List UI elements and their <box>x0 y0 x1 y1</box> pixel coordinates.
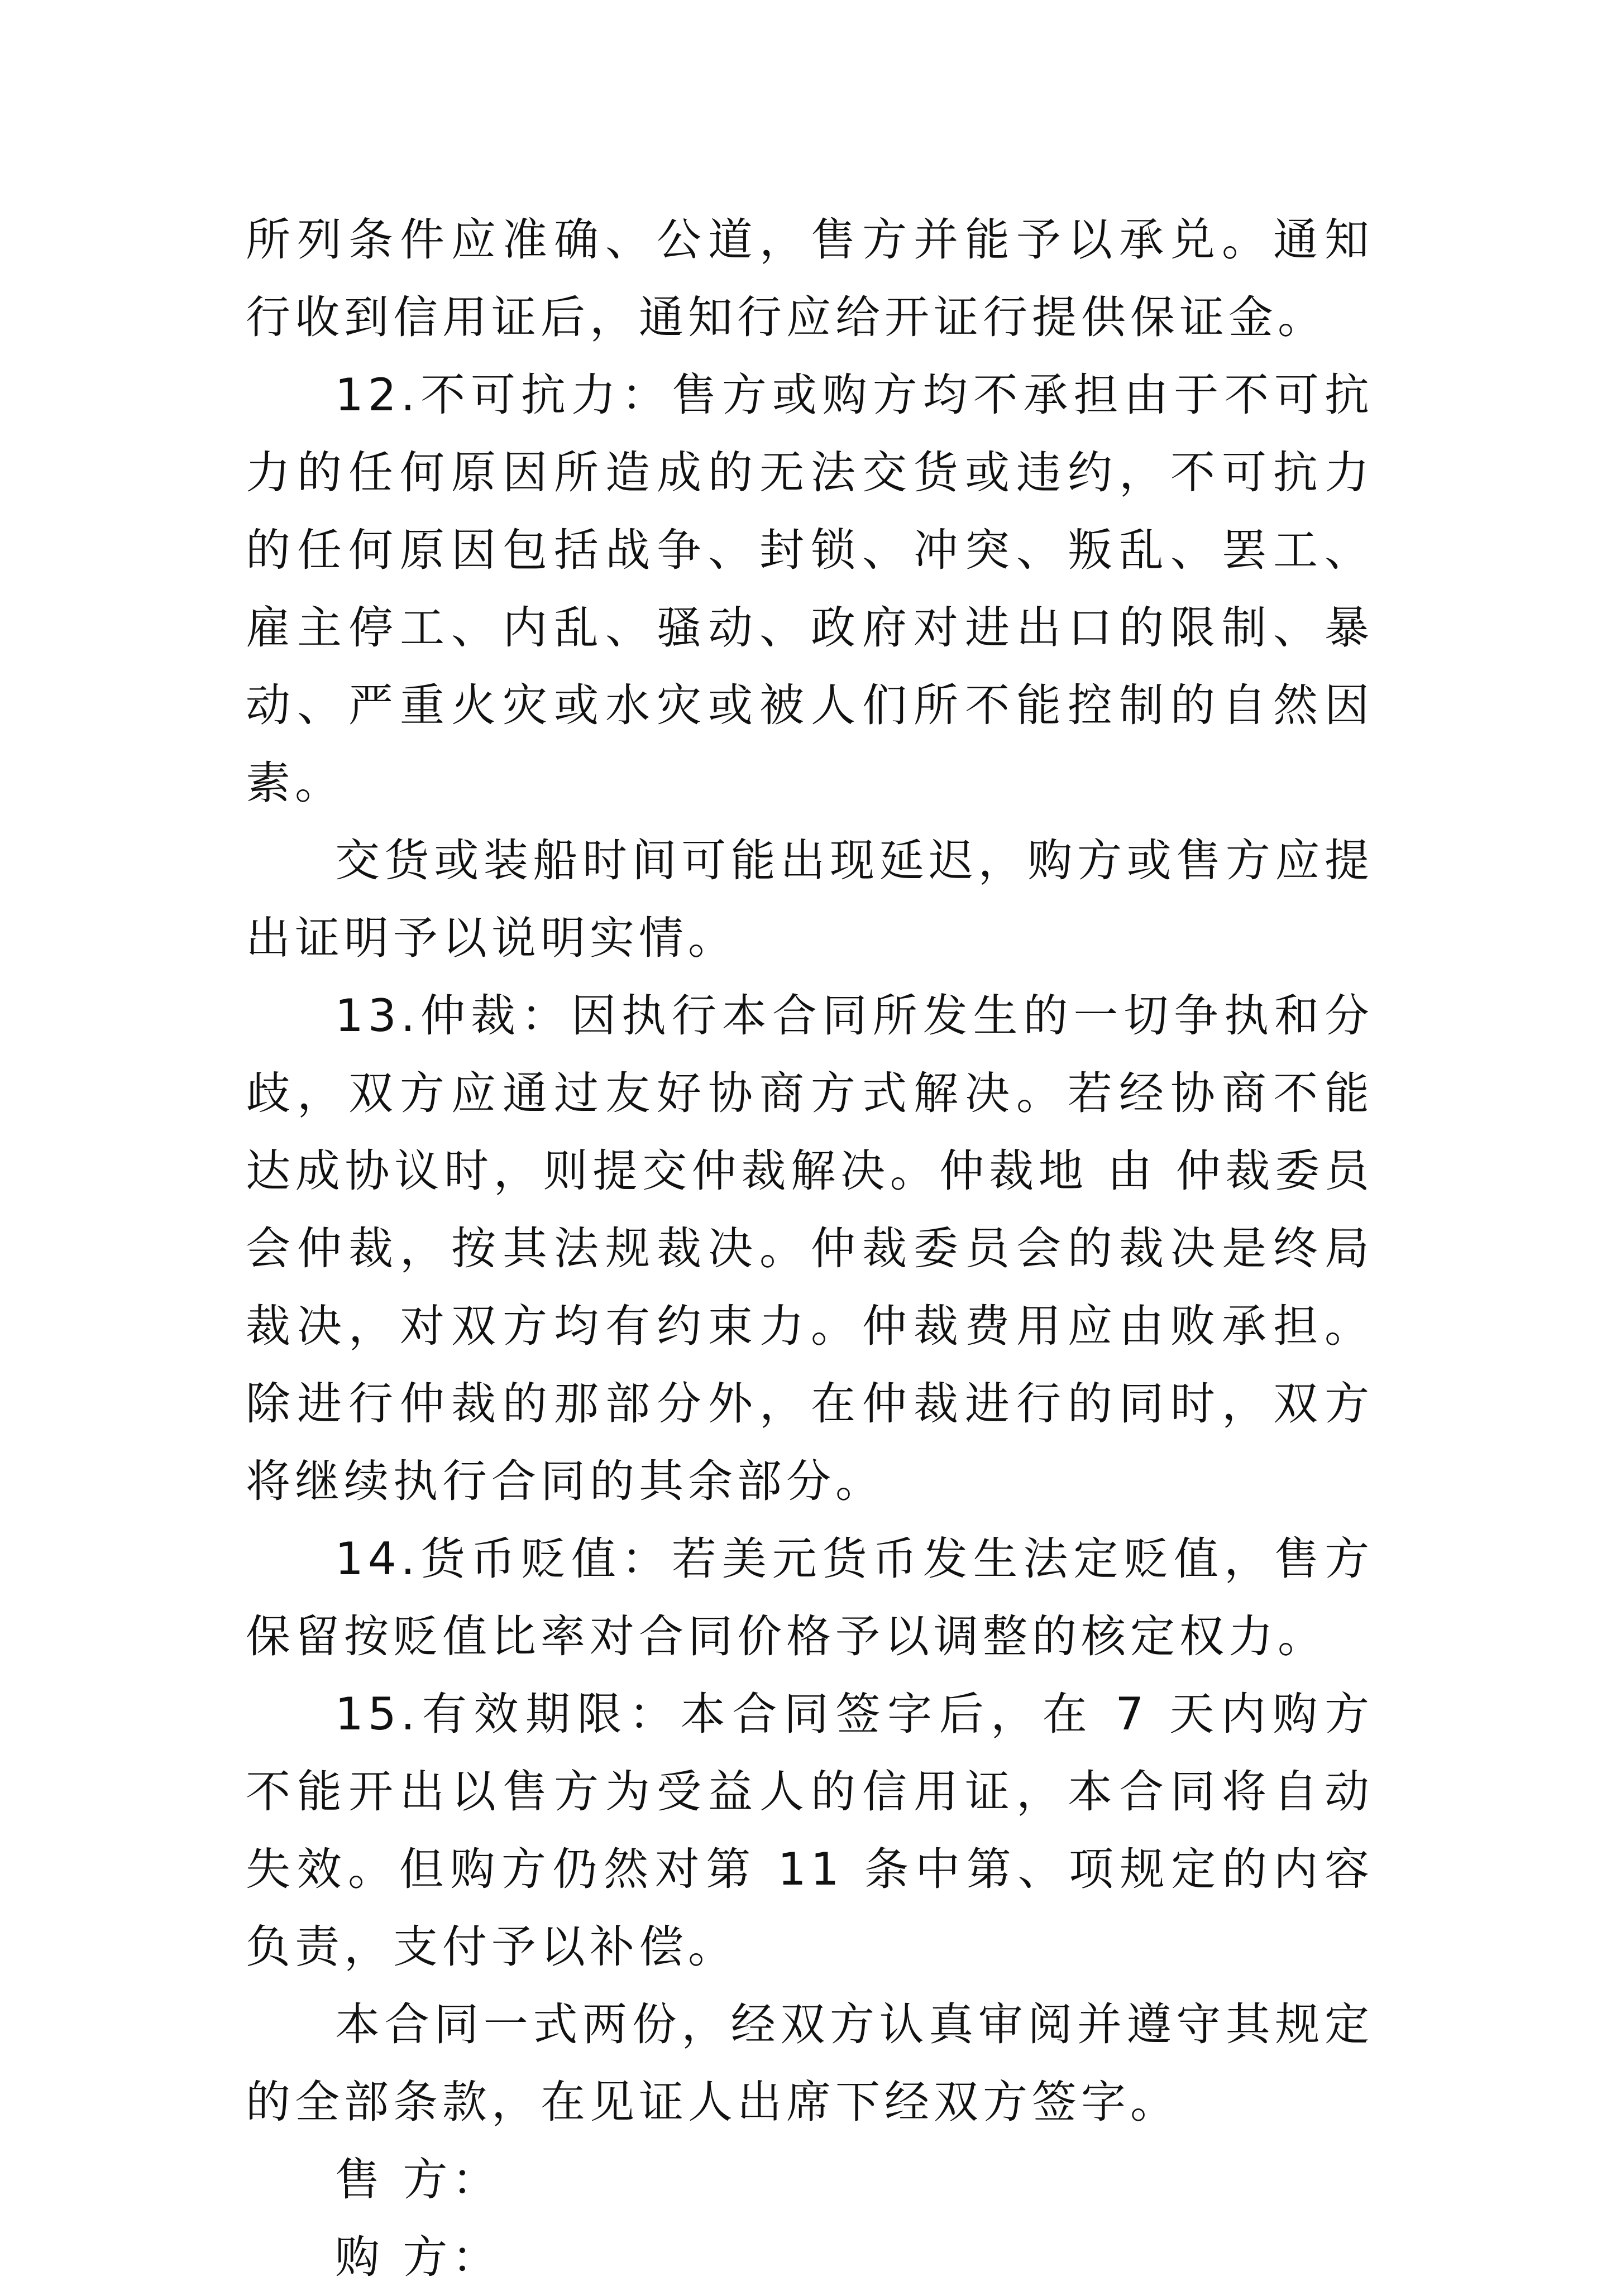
seller-signature-line: 售 方： <box>335 2154 501 2206</box>
paragraph-closing: 本合同一式两份，经双方认真审阅并遵守其规定的全部条款，在见证人出席下经双方签字。 <box>246 1998 1374 2128</box>
paragraph-continuation: 所列条件应准确、公道，售方并能予以承兑。通知行收到信用证后，通知行应给开证行提供保证金。 <box>246 214 1374 343</box>
paragraph-clause-15: 15.有效期限：本合同签字后，在 7 天内购方不能开出以售方为受益人的信用证，本合同将自动失效。但购方仍然对第 11 条中第、项规定的内容负责，支付予以补偿。 <box>246 1688 1374 1973</box>
paragraph-clause-13: 13.仲裁：因执行本合同所发生的一切争执和分歧，双方应通过友好协商方式解决。若经协商不能达成协议时，则提交仲裁解决。仲裁地 由 仲裁委员会仲裁，按其法规裁决。仲裁委员会的裁决是终局裁决，对双方均有约束力。仲裁费用应由败承担。除进行仲裁的那部分外，在仲裁进行的同时，双方将继续执行合同的其余部分。 <box>246 990 1374 1507</box>
paragraph-clause-14: 14.货币贬值：若美元货币发生法定贬值，售方保留按贬值比率对合同价格予以调整的核定权力。 <box>246 1533 1374 1662</box>
paragraph-clause-12-delay: 交货或装船时间可能出现延迟，购方或售方应提出证明予以说明实情。 <box>246 835 1374 964</box>
paragraph-clause-12: 12.不可抗力：售方或购方均不承担由于不可抗力的任何原因所造成的无法交货或违约，不可抗力的任何原因包括战争、封锁、冲突、叛乱、罢工、雇主停工、内乱、骚动、政府对进出口的限制、暴动、严重火灾或水灾或被人们所不能控制的自然因素。 <box>246 369 1374 809</box>
buyer-signature-line: 购 方： <box>335 2231 501 2283</box>
document-body <box>246 201 1374 2296</box>
